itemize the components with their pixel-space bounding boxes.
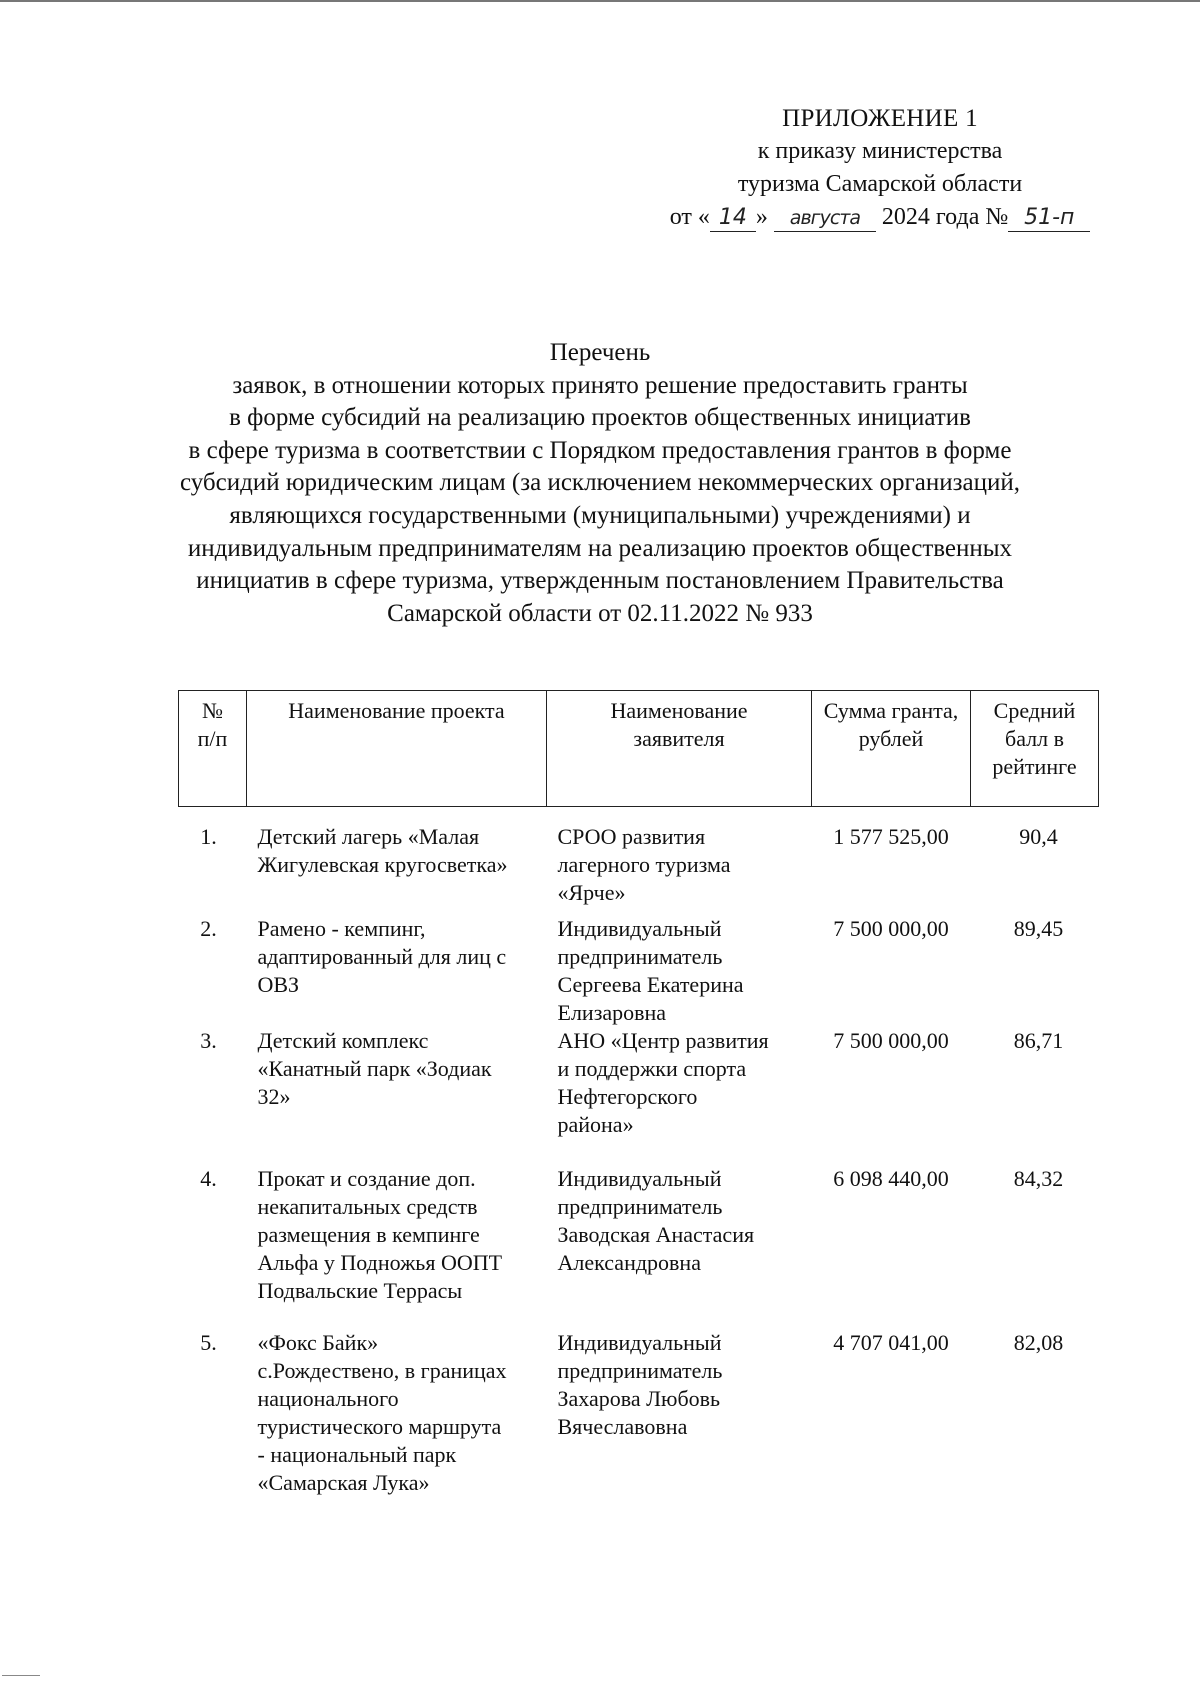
grant-sum: 7 500 000,00 [833,1027,949,1053]
project-line: «Фокс Байк» [257,1329,379,1355]
project-line: Детский лагерь «Малая [257,824,480,849]
applicant-line: Захарова Любовь [557,1385,721,1411]
average-score: 84,32 [1013,1165,1064,1191]
applicant-name [547,1165,812,1329]
header-no [179,691,247,807]
applicant-line: Индивидуальный [557,1329,722,1355]
project-line: адаптированный для лиц с [257,943,507,969]
heading-line: заявок, в отношении которых принято решение предоставить гранты [232,371,968,399]
heading-line: в форме субсидий на реализацию проектов общественных инициатив [229,404,971,432]
average-score: 82,08 [1013,1329,1064,1355]
heading-line: являющихся государственными (муниципальными) учреждениями) и [229,501,971,529]
project-line: туристического маршрута [257,1413,502,1439]
applicant-line: и поддержки спорта [557,1055,747,1081]
project-name [247,807,547,915]
heading-line: индивидуальным предпринимателям на реализацию проектов общественных [187,534,1013,562]
applicant-line: Индивидуальный [557,915,722,941]
header-text: заявителя [633,726,725,751]
heading-line: инициатив в сфере туризма, утвержденным постановлением Правительства [196,567,1004,595]
project-line: некапитальных средств [257,1193,478,1219]
applicant-line: АНО «Центр развития [557,1027,769,1053]
applicant-line: Сергеева Екатерина [557,971,744,997]
average-score: 89,45 [1013,915,1064,941]
appendix-line-1: к приказу министерства [757,138,1003,164]
appendix-title: ПРИЛОЖЕНИЕ 1 [782,105,978,132]
row-number: 5. [200,1329,217,1355]
applicant-line: Индивидуальный [557,1165,722,1191]
header-text: Наименование [610,698,748,723]
header-text: Средний [993,698,1076,723]
applicant-line: «Ярче» [557,880,626,905]
applicant-line: Александровна [557,1249,701,1275]
appendix-block [640,102,1120,234]
project-line: Альфа у Подножья ООПТ [257,1249,503,1275]
grant-sum: 1 577 525,00 [833,824,949,849]
order-year-text: 2024 года № [881,204,1009,230]
grant-sum: 4 707 041,00 [833,1329,949,1355]
project-name [247,1329,547,1499]
header-text: рейтинге [992,754,1077,779]
applicant-line: СРОО развития [557,824,706,849]
project-line: национального [257,1385,399,1411]
table-header-row [179,691,1099,807]
grants-table [178,690,1099,1499]
average-score: 90,4 [1019,824,1058,849]
row-number: 1. [200,824,217,849]
order-month-handwritten: августа [774,205,876,232]
list-heading [150,337,1050,630]
project-line: Детский комплекс [257,1027,429,1053]
grant-sum: 7 500 000,00 [833,915,949,941]
applicant-line: района» [557,1111,634,1137]
applicant-name [547,1027,812,1165]
header-score [971,691,1099,807]
applicant-line: Елизаровна [557,999,667,1025]
project-line: «Самарская Лука» [257,1469,430,1495]
project-name [247,1027,547,1165]
header-text: № [202,698,223,723]
applicant-line: Заводская Анастасия [557,1221,755,1247]
applicant-name [547,915,812,1027]
header-text: рублей [858,726,924,751]
applicant-line: предприниматель [557,943,723,969]
heading-line: Самарской области от 02.11.2022 № 933 [387,599,813,627]
applicant-line: предприниматель [557,1357,723,1383]
heading-line: в сфере туризма в соответствии с Порядком предоставления грантов в форме [188,436,1012,464]
table-row [179,1165,1099,1329]
project-line: 32» [257,1083,291,1109]
grant-sum: 6 098 440,00 [833,1165,949,1191]
order-prefix: от « [669,204,710,230]
project-line: Жигулевская кругосветка» [257,852,508,877]
project-line: Рамено - кемпинг, [257,915,426,941]
table-row [179,1027,1099,1165]
header-applicant [547,691,812,807]
page-top-edge [0,0,1200,2]
applicant-name [547,807,812,915]
order-date-line [640,201,1120,234]
appendix-line-2: туризма Самарской области [737,171,1023,197]
applicant-line: Вячеславовна [557,1413,688,1439]
applicant-name [547,1329,812,1499]
header-sum [812,691,971,807]
row-number: 3. [200,1027,217,1053]
header-text: Сумма гранта, [823,698,959,723]
project-name [247,915,547,1027]
order-day-handwritten: 14 [710,205,756,232]
header-text: Наименование проекта [288,698,505,723]
applicant-line: Нефтегорского [557,1083,698,1109]
project-line: «Канатный парк «Зодиак [257,1055,492,1081]
project-name [247,1165,547,1329]
heading-line: субсидий юридическим лицам (за исключением некоммерческих организаций, [180,469,1020,497]
order-number-handwritten: 51-п [1008,205,1090,232]
applicant-line: лагерного туризма [557,852,731,877]
row-number: 4. [200,1165,217,1191]
row-number: 2. [200,915,217,941]
average-score: 86,71 [1013,1027,1064,1053]
table-row [179,1329,1099,1499]
table-row [179,807,1099,915]
header-text: п/п [197,726,228,751]
project-line: Прокат и создание доп. [257,1165,476,1191]
project-line: - национальный парк [257,1441,457,1467]
project-line: с.Рождествено, в границах [257,1357,507,1383]
header-text: балл в [1005,726,1064,751]
project-line: размещения в кемпинге [257,1221,480,1247]
header-project [247,691,547,807]
scan-edge-mark [2,1675,40,1676]
table-row [179,915,1099,1027]
project-line: Подвальские Террасы [257,1277,463,1303]
applicant-line: предприниматель [557,1193,723,1219]
heading-title: Перечень [549,339,651,366]
project-line: ОВЗ [257,971,300,997]
order-quote-close: » [755,204,768,230]
